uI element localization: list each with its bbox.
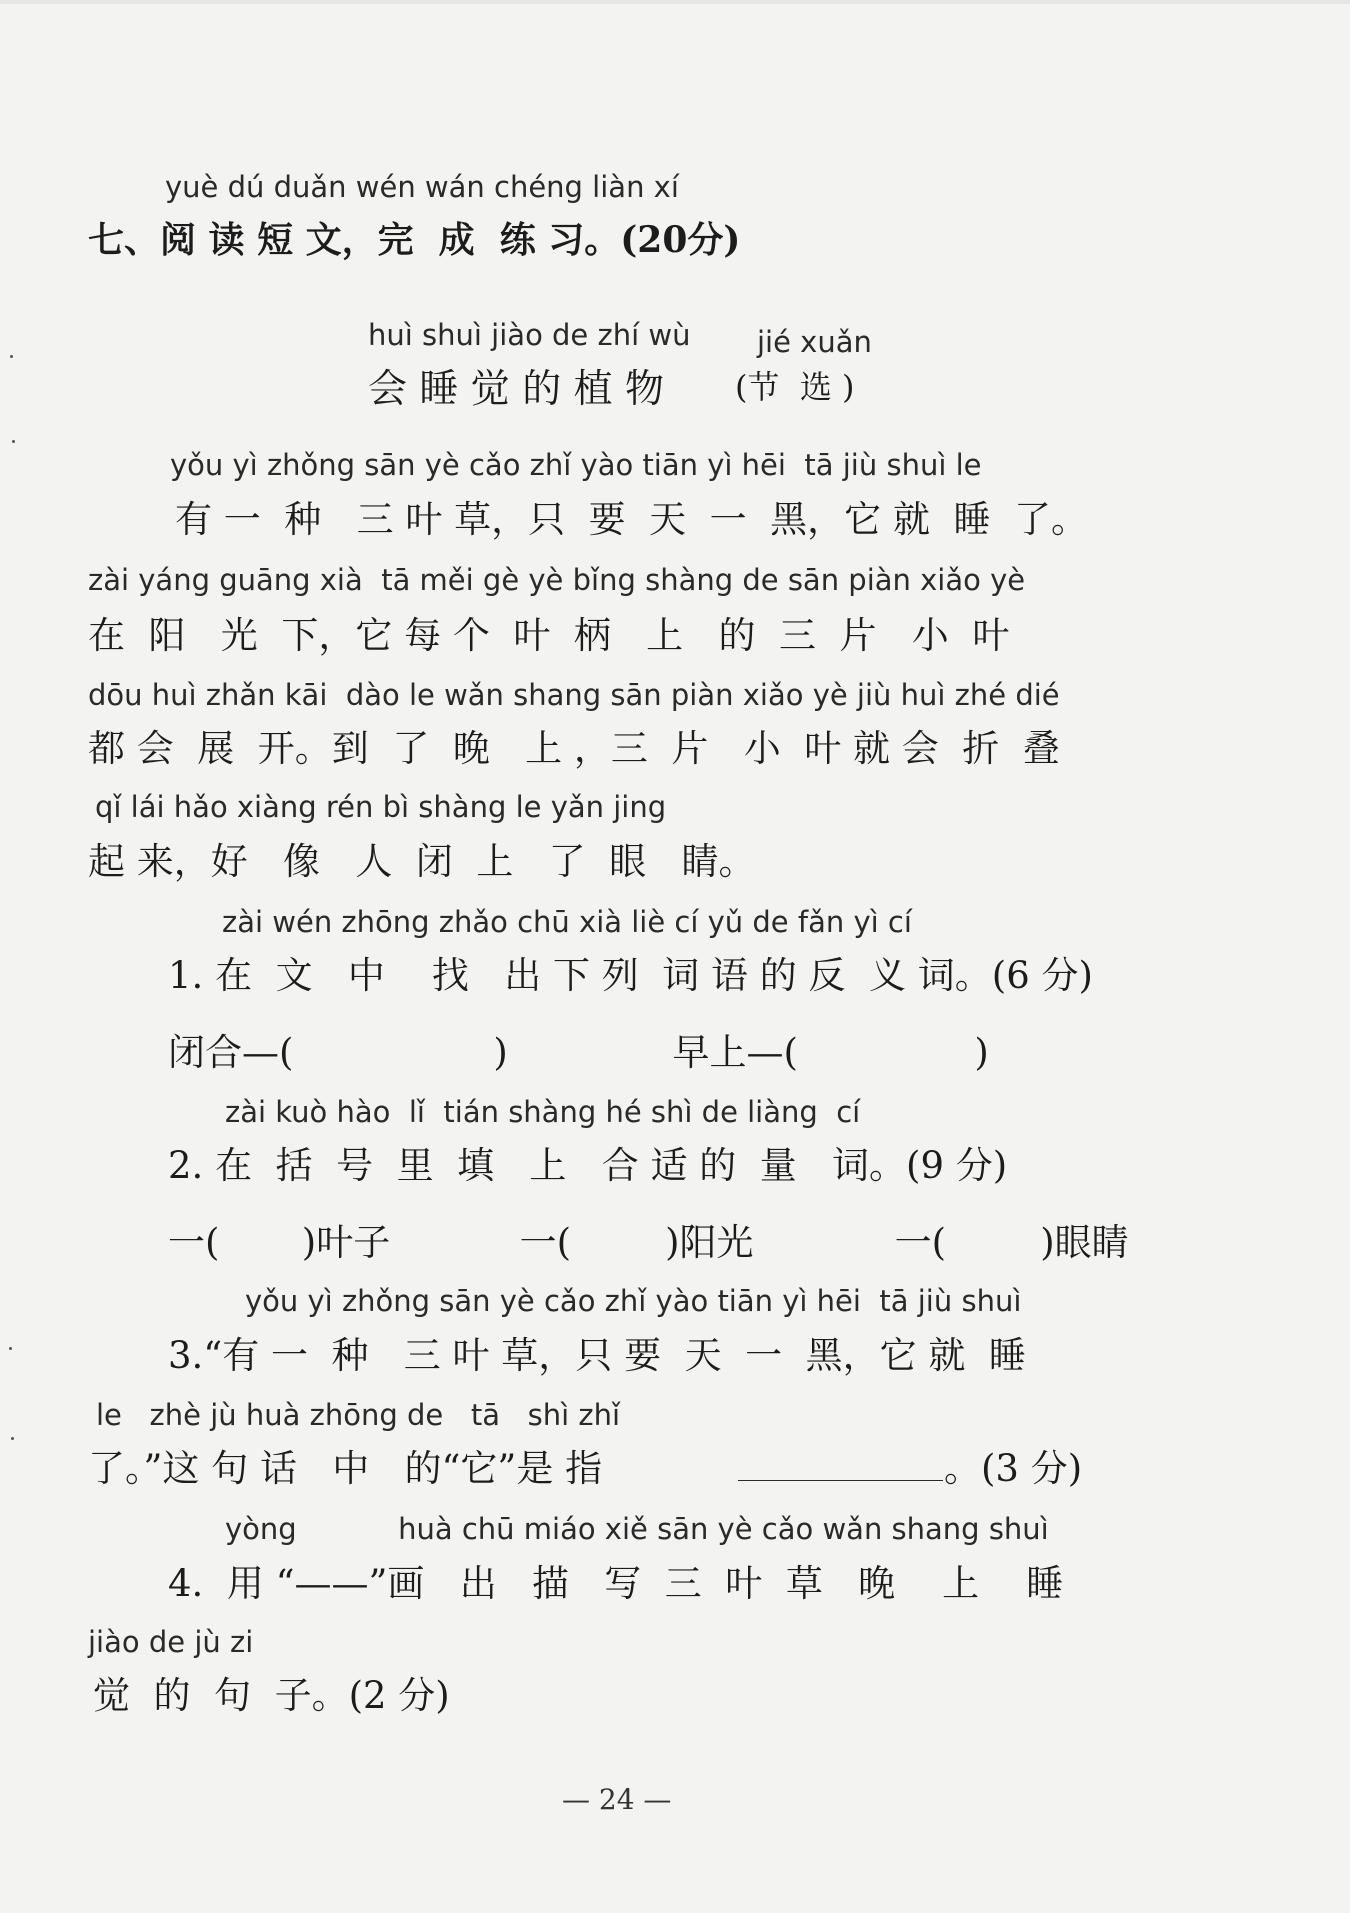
scan-speck — [12, 440, 15, 443]
question-2-pinyin: zài kuò hào lǐ tián shàng hé shì de liàng cí — [225, 1095, 861, 1129]
question-3-line-2: 了。”这 句 话 中 的“它”是 指 — [88, 1447, 603, 1490]
passage-line-2: 在 阳 光 下，它 每 个 叶 柄 上 的 三 片 小 叶 — [88, 614, 1010, 657]
question-4-pinyin-2: jiào de jù zi — [88, 1625, 254, 1659]
passage-title: 会 睡 觉 的 植 物 — [368, 367, 664, 412]
passage-title-pinyin: huì shuì jiào de zhí wù — [368, 318, 691, 352]
passage-line-4-pinyin: qǐ lái hǎo xiàng rén bì shàng le yǎn jing — [95, 790, 667, 824]
scan-speck — [10, 355, 13, 358]
question-2: 2. 在 括 号 里 填 上 合 适 的 量 词。(9 分) — [168, 1144, 1008, 1187]
passage-title-note-pinyin: jié xuǎn — [757, 325, 872, 359]
passage-title-note: (节 选 ) — [735, 368, 855, 406]
question-2-answer-line: 一( )叶子 一( )阳光 一( )眼睛 — [168, 1221, 1129, 1264]
scan-speck — [11, 1437, 14, 1440]
passage-line-1-pinyin: yǒu yì zhǒng sān yè cǎo zhǐ yào tiān yì hēi tā jiù shuì le — [170, 448, 982, 482]
question-4: 4. 用 “——”画 出 描 写 三 叶 草 晚 上 睡 — [168, 1562, 1064, 1605]
passage-line-4: 起 来，好 像 人 闭 上 了 眼 睛。 — [88, 840, 756, 883]
passage-line-3-pinyin: dōu huì zhǎn kāi dào le wǎn shang sān piàn xiǎo yè jiù huì zhé dié — [88, 678, 1060, 712]
question-3-pinyin: yǒu yì zhǒng sān yè cǎo zhǐ yào tiān yì hēi tā jiù shuì — [245, 1284, 1022, 1318]
page-number: — 24 — — [562, 1783, 672, 1816]
passage-line-2-pinyin: zài yáng guāng xià tā měi gè yè bǐng shàng de sān piàn xiǎo yè — [88, 563, 1026, 597]
question-3-line-2-end: 。(3 分) — [944, 1447, 1083, 1490]
question-3-answer-blank[interactable] — [738, 1480, 943, 1481]
question-3-pinyin-2: le zhè jù huà zhōng de tā shì zhǐ — [96, 1398, 621, 1432]
question-4-line-2: 觉 的 句 子。(2 分) — [93, 1674, 450, 1717]
scan-edge — [0, 0, 1350, 4]
scan-speck — [9, 1347, 12, 1350]
question-1-answer-line: 闭合—( ) 早上—( ) — [168, 1031, 989, 1074]
passage-line-1: 有 一 种 三 叶 草，只 要 天 一 黑，它 就 睡 了。 — [175, 498, 1088, 541]
question-3: 3.“有 一 种 三 叶 草，只 要 天 一 黑，它 就 睡 — [168, 1334, 1026, 1377]
section-pinyin: yuè dú duǎn wén wán chéng liàn xí — [165, 170, 679, 204]
question-1: 1. 在 文 中 找 出 下 列 词 语 的 反 义 词。(6 分) — [168, 954, 1093, 997]
question-4-pinyin: yòng huà chū miáo xiě sān yè cǎo wǎn shang shuì — [225, 1512, 1049, 1546]
question-1-pinyin: zài wén zhōng zhǎo chū xià liè cí yǔ de fǎn yì cí — [222, 905, 912, 939]
section-heading: 七、阅 读 短 文，完 成 练 习。(20分) — [88, 219, 741, 261]
passage-line-3: 都 会 展 开。到 了 晚 上 ，三 片 小 叶 就 会 折 叠 — [88, 727, 1060, 770]
